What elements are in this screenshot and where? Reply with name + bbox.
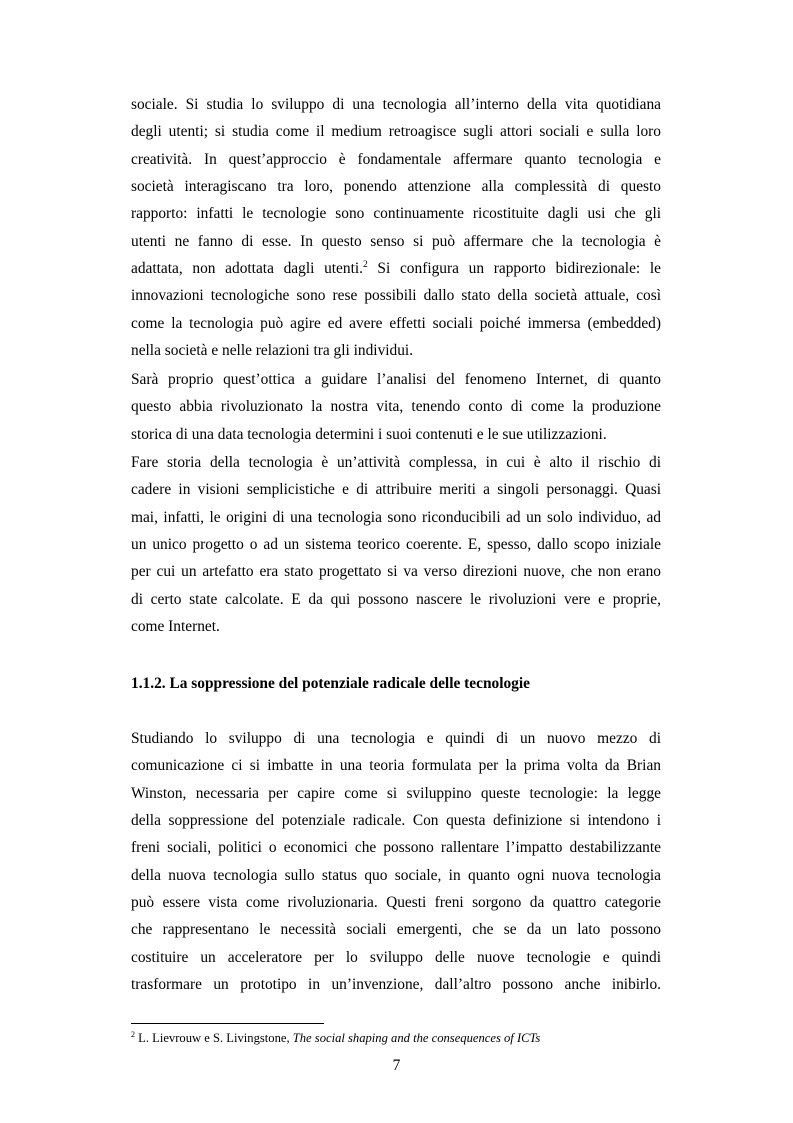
body-text-line: Winston, necessaria per capire come si sviluppino queste tecnologie: la legge xyxy=(131,785,661,802)
footnote-title: The social shaping and the consequences of ICTs xyxy=(292,1031,541,1045)
body-text-line: per cui un artefatto era stato progettato si va verso direzioni nuove, che non erano xyxy=(131,563,661,580)
body-text-line xyxy=(131,259,661,279)
section-heading: 1.1.2. La soppressione del potenziale radicale delle tecnologie xyxy=(131,675,530,692)
body-text-line: Sarà proprio quest’ottica a guidare l’analisi del fenomeno Internet, di quanto xyxy=(131,371,661,388)
footnote-reference[interactable]: 2 xyxy=(362,260,368,270)
page-number: 7 xyxy=(392,1057,401,1074)
body-text-fragment: adattata, non adottata dagli utenti. xyxy=(131,260,363,277)
footnote-number: 2 xyxy=(131,1030,135,1039)
body-text-line: un unico progetto o ad un sistema teorico coerente. E, spesso, dallo scopo iniziale xyxy=(131,536,661,553)
body-text-line: trasformare un prototipo in un’invenzione, dall’altro possono anche inibirlo. xyxy=(131,976,661,993)
body-text-line: comunicazione ci si imbatte in una teoria formulata per la prima volta da Brian xyxy=(131,757,661,774)
body-text-line: della nuova tecnologia sullo status quo sociale, in quanto ogni nuova tecnologia xyxy=(131,867,661,884)
body-text-fragment: Si configura un rapporto bidirezionale: le xyxy=(367,260,662,277)
footnote-authors: L. Lievrouw e S. Livingstone, xyxy=(135,1031,293,1045)
body-text-line: cadere in visioni semplicistiche e di attribuire meriti a singoli personaggi. Quasi xyxy=(131,481,661,498)
body-text-line: freni sociali, politici o economici che possono rallentare l’impatto destabilizzante xyxy=(131,839,661,856)
body-text-line: costituire un acceleratore per lo sviluppo delle nuove tecnologie e quindi xyxy=(131,949,661,966)
body-text-line: nella società e nelle relazioni tra gli individui. xyxy=(131,342,414,359)
body-text-line: della soppressione del potenziale radicale. Con questa definizione si intendono i xyxy=(131,812,661,829)
body-text-line: come la tecnologia può agire ed avere effetti sociali poiché immersa (embedded) xyxy=(131,315,661,332)
body-text-line: innovazioni tecnologiche sono rese possibili dallo stato della società attuale, così xyxy=(131,287,661,304)
body-text-line: degli utenti; si studia come il medium retroagisce sugli attori sociali e sulla loro xyxy=(131,123,661,140)
body-text-line: di certo state calcolate. E da qui possono nascere le rivoluzioni vere e proprie, xyxy=(131,591,661,608)
body-text-line: sociale. Si studia lo sviluppo di una tecnologia all’interno della vita quotidiana xyxy=(131,96,661,113)
body-text-line: Studiando lo sviluppo di una tecnologia e quindi di un nuovo mezzo di xyxy=(131,730,661,747)
footnote xyxy=(131,1030,540,1046)
body-text-line: che rappresentano le necessità sociali emergenti, che se da un lato possono xyxy=(131,921,661,938)
body-text-line: Fare storia della tecnologia è un’attività complessa, in cui è alto il rischio di xyxy=(131,454,661,471)
body-text-line: come Internet. xyxy=(131,618,220,635)
body-text-line: mai, infatti, le origini di una tecnologia sono riconducibili ad un solo individuo, ad xyxy=(131,509,661,526)
footnote-separator xyxy=(131,1023,324,1024)
body-text-line: utenti ne fanno di esse. In questo senso si può affermare che la tecnologia è xyxy=(131,233,661,250)
body-text-line: può essere vista come rivoluzionaria. Questi freni sorgono da quattro categorie xyxy=(131,894,661,911)
body-text-line: società interagiscano tra loro, ponendo attenzione alla complessità di questo xyxy=(131,178,661,195)
body-text-line: creatività. In quest’approccio è fondamentale affermare quanto tecnologia e xyxy=(131,151,661,168)
body-text-line: storica di una data tecnologia determini i suoi contenuti e le sue utilizzazioni. xyxy=(131,426,607,443)
body-text-line: rapporto: infatti le tecnologie sono continuamente ricostituite dagli usi che gli xyxy=(131,205,661,222)
body-text-line: questo abbia rivoluzionato la nostra vita, tenendo conto di come la produzione xyxy=(131,398,661,415)
